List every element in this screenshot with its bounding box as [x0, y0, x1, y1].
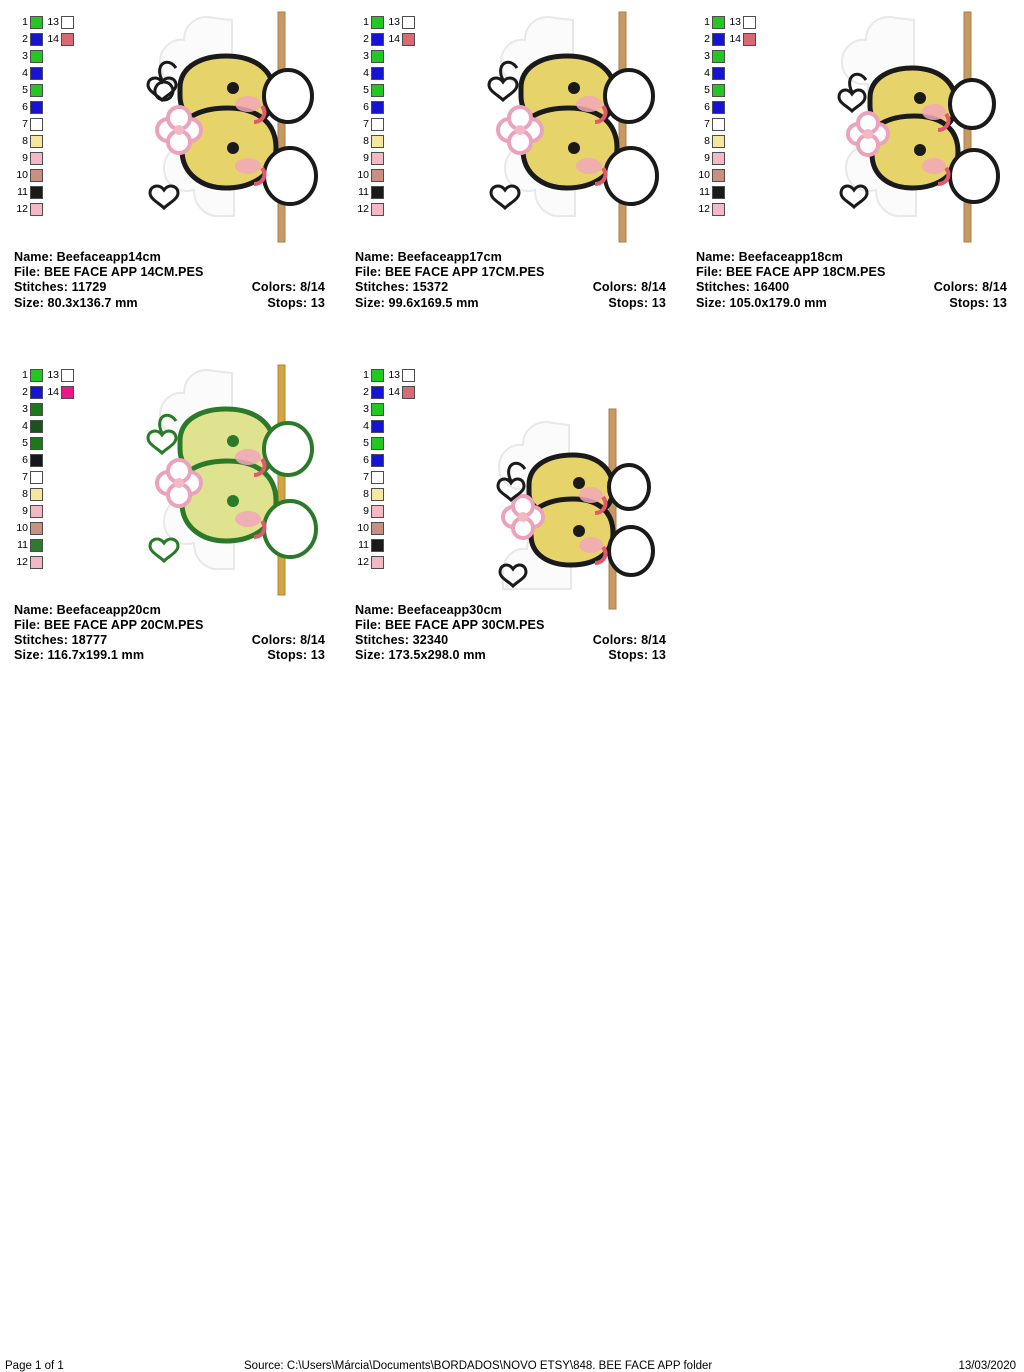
color-swatch [712, 152, 725, 165]
design-stops: Stops: 13 [949, 295, 1007, 310]
footer-date: 13/03/2020 [958, 1360, 1016, 1372]
color-swatch [371, 539, 384, 552]
design-size: Size: 99.6x169.5 mm [355, 295, 479, 310]
design-stitches: Stitches: 32340 [355, 633, 449, 648]
color-legend-0 [14, 14, 94, 218]
design-name: Name: Beefaceapp20cm [14, 602, 161, 617]
design-stops: Stops: 13 [608, 648, 666, 663]
color-swatch [30, 16, 43, 29]
design-colors: Colors: 8/14 [251, 633, 325, 648]
color-swatch [30, 50, 43, 63]
legend-index: 6 [22, 453, 28, 466]
footer-page-number: Page 1 of 1 [5, 1360, 64, 1372]
design-row [0, 353, 1024, 664]
design-name: Name: Beefaceapp14cm [14, 250, 161, 264]
design-file: File: BEE FACE APP 17CM.PES [355, 265, 545, 280]
legend-index: 8 [22, 487, 28, 500]
legend-index: 8 [363, 135, 369, 147]
legend-index: 11 [17, 538, 28, 551]
legend-index: 1 [704, 16, 710, 28]
color-swatch [402, 386, 415, 399]
color-swatch [371, 118, 384, 131]
color-swatch [371, 471, 384, 484]
design-size: Size: 80.3x136.7 mm [14, 295, 138, 310]
legend-index: 3 [704, 50, 710, 62]
color-legend-1 [355, 14, 435, 218]
legend-index: 8 [704, 135, 710, 147]
design-stitches: Stitches: 18777 [14, 633, 108, 648]
color-swatch [371, 84, 384, 97]
design-stitches: Stitches: 16400 [696, 280, 790, 295]
legend-index: 9 [22, 504, 28, 517]
color-swatch [371, 169, 384, 182]
color-swatch [30, 118, 43, 131]
legend-index: 5 [22, 436, 28, 449]
legend-index: 8 [363, 487, 369, 500]
color-swatch [712, 50, 725, 63]
design-card-4 [341, 353, 682, 664]
color-swatch [371, 505, 384, 518]
legend-index: 1 [363, 16, 369, 28]
legend-index: 14 [729, 33, 741, 45]
color-swatch [30, 203, 43, 216]
legend-index: 10 [357, 521, 369, 534]
color-swatch [371, 67, 384, 80]
color-swatch [371, 420, 384, 433]
design-stitches: Stitches: 11729 [14, 280, 107, 295]
color-swatch [61, 386, 74, 399]
bee-face-artwork [102, 361, 332, 599]
legend-index: 1 [363, 368, 369, 381]
color-swatch [30, 556, 43, 569]
design-stops: Stops: 13 [267, 295, 325, 310]
color-swatch [712, 33, 725, 46]
legend-index: 14 [388, 33, 400, 45]
design-name: Name: Beefaceapp18cm [696, 250, 843, 264]
legend-index: 4 [22, 419, 28, 432]
color-swatch [712, 118, 725, 131]
legend-index: 13 [47, 16, 59, 28]
legend-index: 3 [363, 402, 369, 415]
design-card-1 [341, 0, 682, 311]
color-swatch [30, 84, 43, 97]
footer-source-path: Source: C:\Users\Márcia\Documents\BORDADOS\NOVO ETSY\848. BEE FACE APP folder [244, 1360, 713, 1372]
design-size: Size: 173.5x298.0 mm [355, 648, 486, 663]
bee-face-artwork [443, 8, 673, 246]
legend-index: 13 [729, 16, 741, 28]
color-swatch [30, 505, 43, 518]
color-swatch [743, 16, 756, 29]
design-info-0 [14, 250, 329, 311]
design-preview-2 [696, 8, 1011, 246]
color-swatch [712, 67, 725, 80]
color-swatch [61, 33, 74, 46]
color-swatch [30, 152, 43, 165]
legend-index: 4 [363, 419, 369, 432]
design-colors: Colors: 8/14 [592, 633, 666, 648]
color-swatch [30, 420, 43, 433]
legend-index: 9 [363, 504, 369, 517]
legend-index: 14 [47, 385, 59, 398]
legend-index: 5 [22, 84, 28, 96]
color-swatch [712, 169, 725, 182]
color-swatch [30, 386, 43, 399]
legend-index: 4 [363, 67, 369, 79]
color-swatch [371, 454, 384, 467]
legend-index: 11 [17, 186, 28, 198]
legend-index: 11 [699, 186, 710, 198]
legend-index: 6 [704, 101, 710, 113]
design-card-empty [682, 353, 1023, 664]
legend-index: 5 [363, 436, 369, 449]
legend-index: 2 [363, 33, 369, 45]
color-swatch [371, 101, 384, 114]
legend-index: 1 [22, 16, 28, 28]
legend-index: 7 [22, 118, 28, 130]
legend-index: 9 [363, 152, 369, 164]
legend-index: 2 [22, 385, 28, 398]
legend-index: 10 [357, 169, 369, 181]
design-file: File: BEE FACE APP 18CM.PES [696, 265, 886, 280]
color-swatch [743, 33, 756, 46]
color-swatch [371, 33, 384, 46]
color-swatch [402, 369, 415, 382]
color-swatch [712, 186, 725, 199]
legend-index: 12 [16, 555, 28, 568]
legend-index: 11 [358, 538, 369, 551]
color-swatch [30, 471, 43, 484]
design-preview-0 [14, 8, 329, 246]
legend-index: 9 [22, 152, 28, 164]
legend-index: 12 [357, 203, 369, 215]
bee-face-artwork [784, 8, 1014, 246]
legend-index: 14 [47, 33, 59, 45]
legend-index: 12 [698, 203, 710, 215]
color-swatch [371, 203, 384, 216]
design-preview-1 [355, 8, 670, 246]
color-swatch [371, 403, 384, 416]
color-swatch [371, 152, 384, 165]
color-swatch [371, 135, 384, 148]
color-legend-3 [14, 367, 94, 571]
legend-index: 7 [704, 118, 710, 130]
legend-index: 13 [47, 368, 59, 381]
legend-index: 10 [16, 521, 28, 534]
color-swatch [371, 437, 384, 450]
legend-index: 2 [363, 385, 369, 398]
color-swatch [30, 403, 43, 416]
color-swatch [371, 186, 384, 199]
color-swatch [371, 50, 384, 63]
legend-index: 14 [388, 385, 400, 398]
design-info-2 [696, 250, 1011, 311]
design-colors: Colors: 8/14 [592, 280, 666, 295]
color-swatch [30, 454, 43, 467]
design-preview-3 [14, 361, 329, 599]
legend-index: 4 [704, 67, 710, 79]
design-stitches: Stitches: 15372 [355, 280, 449, 295]
color-swatch [30, 539, 43, 552]
legend-index: 10 [698, 169, 710, 181]
color-swatch [30, 135, 43, 148]
design-stops: Stops: 13 [608, 295, 666, 310]
color-swatch [30, 33, 43, 46]
design-info-1 [355, 250, 670, 311]
legend-index: 13 [388, 368, 400, 381]
legend-index: 12 [357, 555, 369, 568]
legend-index: 3 [22, 402, 28, 415]
color-legend-2 [696, 14, 776, 218]
color-swatch [371, 488, 384, 501]
color-swatch [371, 386, 384, 399]
legend-index: 7 [363, 470, 369, 483]
design-size: Size: 116.7x199.1 mm [14, 648, 145, 663]
legend-index: 1 [22, 368, 28, 381]
color-swatch [61, 16, 74, 29]
design-file: File: BEE FACE APP 14CM.PES [14, 265, 204, 280]
legend-index: 3 [22, 50, 28, 62]
legend-index: 11 [358, 186, 369, 198]
legend-index: 4 [22, 67, 28, 79]
legend-index: 6 [363, 453, 369, 466]
legend-index: 7 [363, 118, 369, 130]
color-swatch [61, 369, 74, 382]
design-card-3 [0, 353, 341, 664]
design-name: Name: Beefaceapp17cm [355, 250, 502, 264]
legend-index: 7 [22, 470, 28, 483]
color-swatch [712, 84, 725, 97]
design-size: Size: 105.0x179.0 mm [696, 295, 827, 310]
color-swatch [712, 203, 725, 216]
design-colors: Colors: 8/14 [933, 280, 1007, 295]
color-swatch [371, 556, 384, 569]
color-swatch [30, 67, 43, 80]
legend-index: 10 [16, 169, 28, 181]
legend-index: 8 [22, 135, 28, 147]
color-swatch [402, 33, 415, 46]
color-swatch [30, 101, 43, 114]
design-name: Name: Beefaceapp30cm [355, 602, 502, 617]
design-grid [0, 0, 1024, 664]
bee-face-artwork [102, 8, 332, 246]
color-legend-4 [355, 367, 435, 571]
color-swatch [712, 101, 725, 114]
color-swatch [30, 522, 43, 535]
color-swatch [371, 16, 384, 29]
legend-index: 3 [363, 50, 369, 62]
color-swatch [371, 369, 384, 382]
color-swatch [30, 488, 43, 501]
legend-index: 5 [704, 84, 710, 96]
legend-index: 9 [704, 152, 710, 164]
design-row [0, 0, 1024, 311]
color-swatch [371, 522, 384, 535]
color-swatch [30, 169, 43, 182]
design-info-3 [14, 603, 329, 664]
legend-index: 6 [22, 101, 28, 113]
design-preview-4 [355, 361, 670, 599]
color-swatch [712, 16, 725, 29]
legend-index: 13 [388, 16, 400, 28]
design-card-2 [682, 0, 1023, 311]
design-file: File: BEE FACE APP 20CM.PES [14, 618, 204, 633]
color-swatch [30, 437, 43, 450]
design-card-0 [0, 0, 341, 311]
design-stops: Stops: 13 [267, 648, 325, 663]
color-swatch [712, 135, 725, 148]
legend-index: 2 [22, 33, 28, 45]
legend-index: 12 [16, 203, 28, 215]
color-swatch [30, 369, 43, 382]
bee-face-artwork [433, 383, 663, 621]
legend-index: 2 [704, 33, 710, 45]
design-colors: Colors: 8/14 [251, 280, 325, 295]
color-swatch [402, 16, 415, 29]
legend-index: 6 [363, 101, 369, 113]
legend-index: 5 [363, 84, 369, 96]
design-file: File: BEE FACE APP 30CM.PES [355, 618, 545, 633]
color-swatch [30, 186, 43, 199]
